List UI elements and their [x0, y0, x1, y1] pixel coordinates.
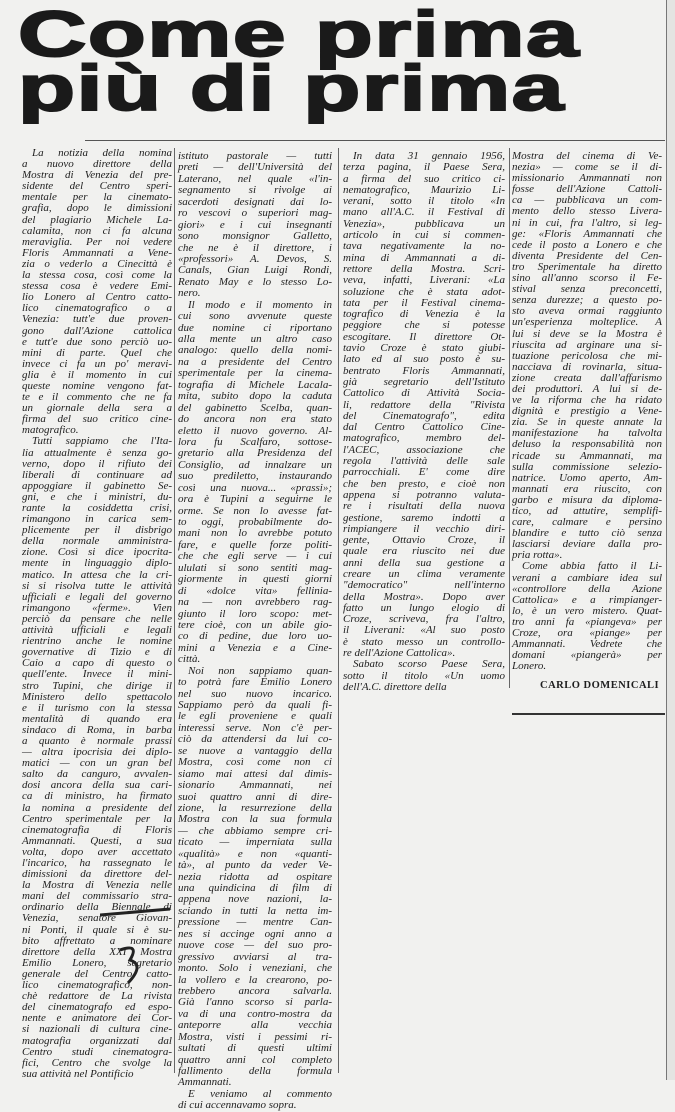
article-line: la vollero e la crearono, po-	[178, 973, 332, 986]
article-line: nematografico, Maurizio Li-	[343, 183, 505, 196]
article-line: verani, sotto il titolo «In	[343, 195, 505, 208]
article-line: sotto il titolo «Un uomo	[343, 669, 505, 682]
article-line: città.	[178, 653, 201, 666]
column-divider	[338, 148, 339, 1073]
article-line: sperimentale per la cinema-	[178, 367, 332, 380]
article-line: segnamento si rivolge ai	[178, 184, 332, 197]
article-line: lui si deve se la Mostra è	[512, 327, 662, 340]
article-line: eletto il nuovo governo. Al-	[178, 424, 332, 437]
article-line: di «dolce vita» fellinia-	[178, 584, 332, 597]
article-line: Ammannati.	[178, 1076, 232, 1089]
article-line: nacciava di rovinarla, situa-	[512, 360, 662, 373]
article-line: articolo in cui si commen-	[343, 229, 505, 242]
article-line: In data 31 gennaio 1956,	[353, 150, 505, 162]
article-line: del plagiario Michele La-	[22, 213, 172, 226]
article-line: ricade su Ammannati, ma	[512, 449, 662, 462]
article-line: gni, e che i ministri, du-	[22, 490, 172, 503]
article-line: così una nuova... «prassi»;	[178, 481, 332, 494]
article-line: fosse dell'Azione Cattoli-	[512, 183, 662, 196]
article-line: rettore della Mostra. Scri-	[343, 262, 505, 275]
article-line: stessa cosa è vedere Emi-	[22, 280, 172, 293]
article-line: zione. Così si dice ipocrita-	[22, 546, 172, 559]
article-line: si si risolva tutte le attività	[22, 579, 172, 592]
article-line: mento dello stesso Livera-	[512, 205, 662, 218]
article-line: grafia, dopo le dimissioni	[22, 202, 172, 215]
article-line: lico cinematografico o a	[22, 302, 172, 315]
handwritten-mark	[100, 905, 180, 995]
article-line: tavio Croze è stato giubi-	[343, 342, 505, 355]
article-line: Consiglio, ad innalzare un	[178, 458, 332, 471]
article-line: zia o vederlo a Cinecittà è	[22, 257, 172, 270]
article-line: peggiore che si potesse	[343, 319, 505, 332]
article-line: ordinario della Biennale di	[22, 901, 172, 914]
article-line: riuscita ad arginare una si-	[512, 338, 662, 351]
article-line: attività ufficiali e legali	[22, 624, 172, 637]
article-line: care, calmare e persino	[512, 516, 662, 529]
article-line: mano all'A.C. il Festival di	[343, 206, 505, 219]
article-line: rimpiangere il vecchio diri-	[343, 522, 505, 535]
article-line: gono dall'Azione cattolica	[22, 324, 172, 337]
article-line: Cattolico di Attività Socia-	[343, 387, 505, 400]
article-line: creare un clima veramente	[343, 567, 505, 580]
article-line: «controllore della Azione	[512, 582, 662, 595]
article-line: Mostra con la sua formula	[178, 813, 332, 826]
article-line: lasciarsi deviare dalla pro-	[512, 538, 662, 551]
article-line: del gabinetto Scelba, quan-	[178, 401, 332, 414]
article-line: è stato messo un controllo-	[343, 635, 505, 648]
article-line: Sappiamo però da quali fi-	[178, 699, 332, 711]
article-line: Mostra di Venezia del pre-	[22, 169, 172, 182]
article-line: una quindicina di film di	[178, 882, 332, 894]
article-line: rimangono in carica sem-	[22, 513, 172, 526]
headline-line-1: Come prima	[18, 0, 581, 70]
article-line: lia attualmente è senza go-	[22, 446, 172, 459]
article-line: meraviglia. Per noi vedere	[22, 235, 172, 248]
article-line: mani non lo avrebbe potuto	[178, 527, 332, 540]
article-line: terza pagina, il Paese Sera,	[343, 161, 505, 174]
article-line: gressivo avviarsi al tra-	[178, 950, 332, 963]
article-line: Caio a capo di questo o	[22, 657, 172, 670]
article-line: ora è Tupini a seguirne le	[178, 493, 332, 506]
article-line: domani «piangerà» per	[512, 649, 662, 662]
article-line: Mostra, così come non ci	[178, 756, 332, 769]
article-line: Noi non sappiamo quan-	[188, 664, 332, 677]
article-line: li, redattore della "Rivista	[343, 398, 505, 411]
article-line: ululati si sono sentiti mag-	[178, 561, 332, 574]
article-line: gestione, saremo indotti a	[343, 511, 505, 524]
article-line: Venezia», pubblicava un	[343, 217, 505, 230]
article-line: matografico, membro del-	[343, 432, 505, 445]
article-line: liberali di continuare ad	[22, 468, 172, 481]
article-line: "democratico" nell'interno	[343, 579, 505, 592]
article-end-rule	[512, 713, 665, 715]
article-line: to oggi, probabilmente do-	[178, 516, 332, 528]
article-line: fatto un lungo elogio di	[343, 601, 505, 614]
article-line: bito affrettato a nominare	[22, 934, 172, 947]
article-line: generale del Centro catto-	[22, 967, 172, 980]
article-line: blandire e tutto ciò senza	[512, 527, 662, 540]
article-line: co di pedine, due loro uo-	[178, 630, 332, 643]
article-line: monto. Solo i veneziani, che	[178, 962, 332, 975]
article-line: tro Sperimentale ha diretto	[512, 260, 662, 273]
article-line: ve la riforma che ha ridato	[512, 394, 662, 407]
article-line: sciando in tutti la netta im-	[178, 904, 332, 917]
article-line: sindaco di Roma, in barba	[22, 723, 172, 736]
article-line: sionario Ammannati, nei	[178, 779, 332, 792]
article-line: della Mostra». Dopo aver	[343, 590, 505, 603]
article-line: Lonero.	[512, 660, 547, 673]
article-line: che che egli serve — i cui	[178, 550, 332, 563]
article-line: Sabato scorso Paese Sera,	[353, 658, 505, 671]
article-line: soluzione che è stata adot-	[343, 285, 505, 298]
article-line: matici — con un gran bel	[22, 757, 172, 770]
article-line: del Cinematografo", edita	[343, 409, 505, 422]
article-line: la nomina a presidente del	[22, 801, 172, 814]
article-line: Venezia: tutt'e due proven-	[22, 313, 172, 326]
article-line: l'ACEC, associazione che	[343, 443, 505, 456]
article-line: ciò da attendersi da lui co-	[178, 733, 332, 746]
article-line: le egli proveniene e quali	[178, 710, 332, 723]
article-line: calamita, non ci fa alcuna	[22, 224, 172, 237]
article-line: na a presidente del Centro	[178, 355, 332, 368]
article-line: nero.	[178, 287, 201, 300]
article-line: e tutt'e due sono perciò uo-	[22, 335, 172, 348]
article-line: cinematografia di Floris	[22, 823, 172, 836]
article-line: zione creata dall'affarismo	[512, 371, 662, 384]
article-line: quell'ente. Invece il mini-	[22, 668, 172, 681]
article-line: fici, Centro che svolge la	[22, 1056, 172, 1069]
article-line: — altra ipocrisia dei diplo-	[22, 746, 172, 759]
article-line: Canals, Gian Luigi Rondi,	[178, 264, 332, 277]
article-line: verani a cambiare idea sul	[512, 571, 662, 584]
article-line: ufficiali e legali del governo	[22, 590, 172, 603]
article-line: anni della sua gestione a	[343, 556, 505, 569]
column-divider	[509, 148, 510, 688]
article-line: il Liverani: «Al suo posto	[343, 624, 505, 637]
article-line: matico. In attesa che la cri-	[22, 568, 172, 581]
article-line: Floris Ammannati a Vene-	[22, 246, 172, 259]
article-line: un'esperienza molteplice. A	[512, 316, 662, 329]
article-line: rimangono «ferme». Vien	[22, 601, 172, 614]
article-line: dell'A.C. direttore della	[343, 680, 447, 693]
article-line: nuove cose — del suo pro-	[178, 939, 332, 952]
article-line: lio Lonero al Centro catto-	[22, 291, 172, 304]
article-line: suo prediletto, instaurando	[178, 470, 332, 483]
article-line: firma del suo critico cine-	[22, 413, 172, 426]
article-line: nezia» — come se il di-	[512, 161, 662, 174]
article-line: volta, dopo aver accettato	[22, 845, 172, 858]
article-line: governative di Tizio e di	[22, 646, 172, 659]
article-line: senza durezze; a questo po-	[512, 294, 662, 307]
article-line: sidente del Centro speri-	[22, 180, 172, 193]
article-line: invece ci fa un po' meravi-	[22, 357, 172, 370]
article-line: tà», al punto da veder Ve-	[178, 859, 332, 872]
article-line: mina di Ammannati a di-	[343, 251, 505, 264]
article-line: Ammannati. Questi, a sua	[22, 834, 172, 847]
article-line: lico cinematografico, non-	[22, 979, 172, 992]
article-line: sultati di questi ultimi	[178, 1042, 332, 1055]
article-line: dosi ancora della sua cari-	[22, 779, 172, 792]
article-line: Centro sperimentale per la	[22, 812, 172, 825]
article-line: mannati era riuscito, con	[512, 482, 662, 495]
article-line: Ammannati. Vedrete che	[512, 638, 662, 651]
article-line: regola l'attività delle sale	[343, 455, 505, 468]
article-line: Mostra, visti i pessimi ri-	[178, 1030, 332, 1043]
article-line: tere cioè, con un abile gio-	[178, 618, 332, 631]
article-line: — che abbiamo sempre cri-	[178, 824, 332, 837]
article-line: Croze, scriveva, fra l'altro,	[343, 613, 505, 626]
article-line: veva, infatti, Liverani: «La	[343, 274, 505, 287]
article-line: nente e animatore dei Cor-	[22, 1012, 172, 1025]
article-line: si nazionali di cultura cine-	[22, 1023, 172, 1036]
article-line: l'incarico, ha rassegnato le	[22, 857, 172, 869]
article-line: sulla commissione selezio-	[512, 460, 662, 473]
article-line: interessi serve. Non c'è per-	[178, 721, 332, 734]
article-line: tro anni fa «piangeva» per	[512, 615, 662, 628]
article-line: Croze, ora «piange» per	[512, 627, 662, 640]
article-line: giunto il loro scopo: met-	[178, 607, 332, 620]
article-line: natrice. Uomo aperto, Am-	[512, 471, 662, 484]
article-line: mita, subito dopo la caduta	[178, 390, 332, 403]
article-line: fallimento della formula	[178, 1065, 332, 1077]
article-line: analogo: quello della nomi-	[178, 344, 332, 357]
article-line: direttore della XXI Mostra	[22, 945, 172, 958]
article-line: istituto pastorale — tutti	[178, 150, 332, 162]
article-line: Laterano, nel quale «l'in-	[178, 172, 332, 185]
article-line: ca di ministro, ha firmato	[22, 790, 172, 803]
article-column-2	[178, 151, 332, 1112]
article-line: do ancora non era stato	[178, 413, 332, 426]
article-line: nezia ridotta ad ospitare	[178, 870, 332, 883]
article-line: già segretario dell'Istituto	[343, 375, 505, 388]
article-line: Tutti sappiamo che l'Ita-	[32, 435, 172, 448]
article-line: perciò da pensare che nelle	[22, 612, 172, 625]
article-line: nes si accinge ogni anno a	[178, 927, 332, 940]
article-line: ro vescovi o superiori mag-	[178, 207, 332, 220]
article-line: gretario alla Presidenza del	[178, 447, 332, 460]
article-line: tava negativamente la no-	[343, 240, 505, 253]
article-line: che ben presto, e cioè non	[343, 477, 505, 490]
article-line: Centro studi cinematogra-	[22, 1045, 172, 1058]
article-line: appoggiare il gabinetto Se-	[22, 479, 172, 492]
article-line: escogitare. Il direttore Ot-	[343, 330, 505, 343]
article-line: missionario Ammannati non	[512, 172, 662, 185]
article-line: preti — dell'Università del	[178, 161, 332, 174]
article-line: tografia di Michele Lacala-	[178, 378, 332, 391]
article-line: queste nomine vengono fat-	[22, 379, 172, 392]
article-line: la Mostra di Venezia nelle	[22, 879, 172, 892]
article-line: due nomine ci riportano	[178, 321, 332, 334]
article-line: manifestazione ha talvolta	[512, 427, 662, 440]
article-line: suoi quattro anni di dire-	[178, 790, 332, 803]
article-line: Ministero dello spettacolo	[22, 690, 172, 703]
article-line: verno, dopo il rifiuto dei	[22, 457, 172, 470]
article-line: lora fu Scalfaro, sottose-	[178, 435, 332, 448]
article-line: pria rotta».	[512, 549, 563, 562]
article-line: cui sono avvenute queste	[178, 310, 332, 323]
article-line: tico, ad attutire, semplifi-	[512, 505, 662, 517]
article-line: mini di parte. Quel che	[22, 346, 172, 359]
article-column-4	[512, 151, 662, 672]
article-line: «professori» A. Devos, S.	[178, 252, 332, 265]
article-line: a nuovo direttore della	[22, 158, 172, 171]
article-line: re dell'Azione Cattolica».	[343, 647, 456, 660]
article-line: ge: «Floris Ammannati che	[512, 227, 662, 240]
article-line: E veniamo al commento	[188, 1087, 332, 1100]
article-line: garbo e misura da diploma-	[512, 493, 662, 506]
article-line: e il turismo con la stessa	[22, 701, 172, 714]
article-line: ca — pubblicava un com-	[512, 194, 662, 207]
article-line: bentrato Floris Ammannati,	[343, 364, 505, 377]
article-line: «qualità» e non «quanti-	[178, 847, 332, 860]
article-line: fare, e quelle forze politi-	[178, 538, 332, 551]
article-line: se nuove a vantaggio della	[178, 744, 332, 757]
article-line: trebbero ancora salvarla.	[178, 984, 332, 997]
article-line: anteporre alla vecchia	[178, 1019, 332, 1032]
article-line: to potrà fare Emilio Lonero	[178, 676, 332, 689]
article-line: mente in linguaggio diplo-	[22, 557, 172, 570]
article-line: pressione — mentre Can-	[178, 916, 332, 929]
article-line: Già l'anno scorso si parla-	[178, 996, 332, 1009]
article-line: sino all'anno scorso il Fe-	[512, 272, 662, 285]
article-line: matografia organizzati dal	[22, 1034, 172, 1047]
article-line: quattro anni col completo	[178, 1053, 332, 1066]
article-line: cede il posto a Lonero e che	[512, 238, 662, 251]
article-line: re i risultati della nuova	[343, 500, 505, 513]
article-line: giori» e i cui insegnanti	[178, 218, 332, 231]
article-line: la stessa cosa, così come la	[22, 269, 172, 282]
article-line: va di una contro-mostra da	[178, 1007, 332, 1020]
author-signature: CARLO DOMENICALI	[540, 680, 660, 691]
article-line: deluso la responsabilità non	[512, 438, 662, 451]
article-line: dimissioni da direttore del-	[22, 868, 172, 881]
article-line: glia è il momento in cui	[22, 368, 172, 381]
article-line: del cinematografo ed espo-	[22, 1001, 172, 1014]
article-line: Mostra del cinema di Ve-	[512, 150, 662, 162]
article-line: ni Ponti, il quale si è su-	[22, 923, 172, 936]
article-line: della normale amministra-	[22, 535, 172, 548]
article-line: Emilio Lonero, segretario	[22, 956, 172, 969]
article-line: ni in cui, fra l'altro, si leg-	[512, 216, 662, 229]
article-line: appena si potranno valuta-	[343, 488, 505, 501]
article-line: plicemente per il disbrigo	[22, 524, 172, 537]
article-line: tografico di Venezia è la	[343, 308, 505, 321]
article-line: tuazione pericolosa che mi-	[512, 349, 662, 362]
article-line: a firma del suo critico ci-	[343, 172, 505, 185]
article-line: lo, è un vero mistero. Quat-	[512, 604, 662, 617]
article-line: stro Tupini, che dirige il	[22, 679, 172, 692]
article-line: sono monsignor Galletto,	[178, 230, 332, 243]
article-line: mentale per la cinemato-	[22, 191, 172, 204]
article-line: di cui accennavamo sopra.	[178, 1099, 297, 1112]
headline-divider	[85, 140, 665, 141]
article-line: a quanto è normale prassi	[22, 734, 172, 747]
headline-line-2: più di prima	[18, 52, 566, 124]
article-line: che ne è il direttore, i	[178, 241, 332, 254]
article-line: sto aveva ormai raggiunto	[512, 305, 662, 318]
article-line: ticato — imperniata sulla	[178, 836, 332, 849]
article-line: na — non avrebbero rag-	[178, 596, 332, 609]
article-line: salto da canguro, avvalen-	[22, 768, 172, 781]
article-line: zione, la resurrezione della	[178, 801, 332, 814]
article-line: sacerdoti designati dai lo-	[178, 195, 332, 208]
article-line: rientrino anche le nomine	[22, 635, 172, 648]
article-line: te e il commento che ne fa	[22, 391, 172, 404]
article-line: lato ed al suo posto è su-	[343, 353, 505, 366]
article-line: La notizia della nomina	[32, 147, 172, 159]
article-line: Il modo e il momento in	[188, 298, 332, 311]
article-line: alla mente un altro caso	[178, 333, 332, 345]
article-line: rante la cosiddetta crisi,	[22, 502, 172, 514]
article-line: dal Centro Cattolico Cine-	[343, 421, 505, 434]
article-line: mani del commissario stra-	[22, 890, 172, 903]
article-line: Renato May e lo stesso Lo-	[178, 275, 332, 288]
article-line: matografico.	[22, 424, 79, 437]
article-line: Come abbia fatto il Li-	[522, 560, 662, 573]
article-line: giormente in questi giorni	[178, 573, 332, 586]
article-line: parrocchiali. E' come dire	[343, 466, 505, 479]
article-column-3	[343, 151, 505, 693]
article-line: tata per il Festival cinema-	[343, 296, 505, 309]
article-line: zia. Se in queste annate la	[512, 416, 662, 429]
article-line: un giornale della sera a	[22, 402, 172, 415]
article-line: mini a Venezia e a Cine-	[178, 641, 332, 654]
article-line: nel suo nuovo incarico.	[178, 687, 332, 700]
article-line: orme. Se non lo avesse fat-	[178, 504, 332, 517]
article-line: dei produttori. A lui si de-	[512, 382, 662, 395]
article-line: mentalità di quando era	[22, 712, 172, 725]
article-line: stival senza preconcetti,	[512, 283, 662, 296]
article-line: Venezia, senatore Giovan-	[22, 912, 172, 925]
article-line: Cattolica» e a rimpianger-	[512, 593, 662, 606]
article-line: appena nove nazioni, la-	[178, 893, 332, 906]
article-line: siamo mai attesi dal dimis-	[178, 767, 332, 780]
article-line: dignità e prestigio a Vene-	[512, 405, 662, 418]
adjacent-clipping-edge	[666, 0, 675, 1080]
article-line: gente, Ottavio Croze, il	[343, 534, 505, 547]
article-line: quale era riuscito nei due	[343, 545, 505, 558]
article-line: chè redattore de La rivista	[22, 990, 172, 1003]
article-line: sua attività nel Pontificio	[22, 1067, 134, 1080]
article-line: diventa Presidente del Cen-	[512, 249, 662, 262]
